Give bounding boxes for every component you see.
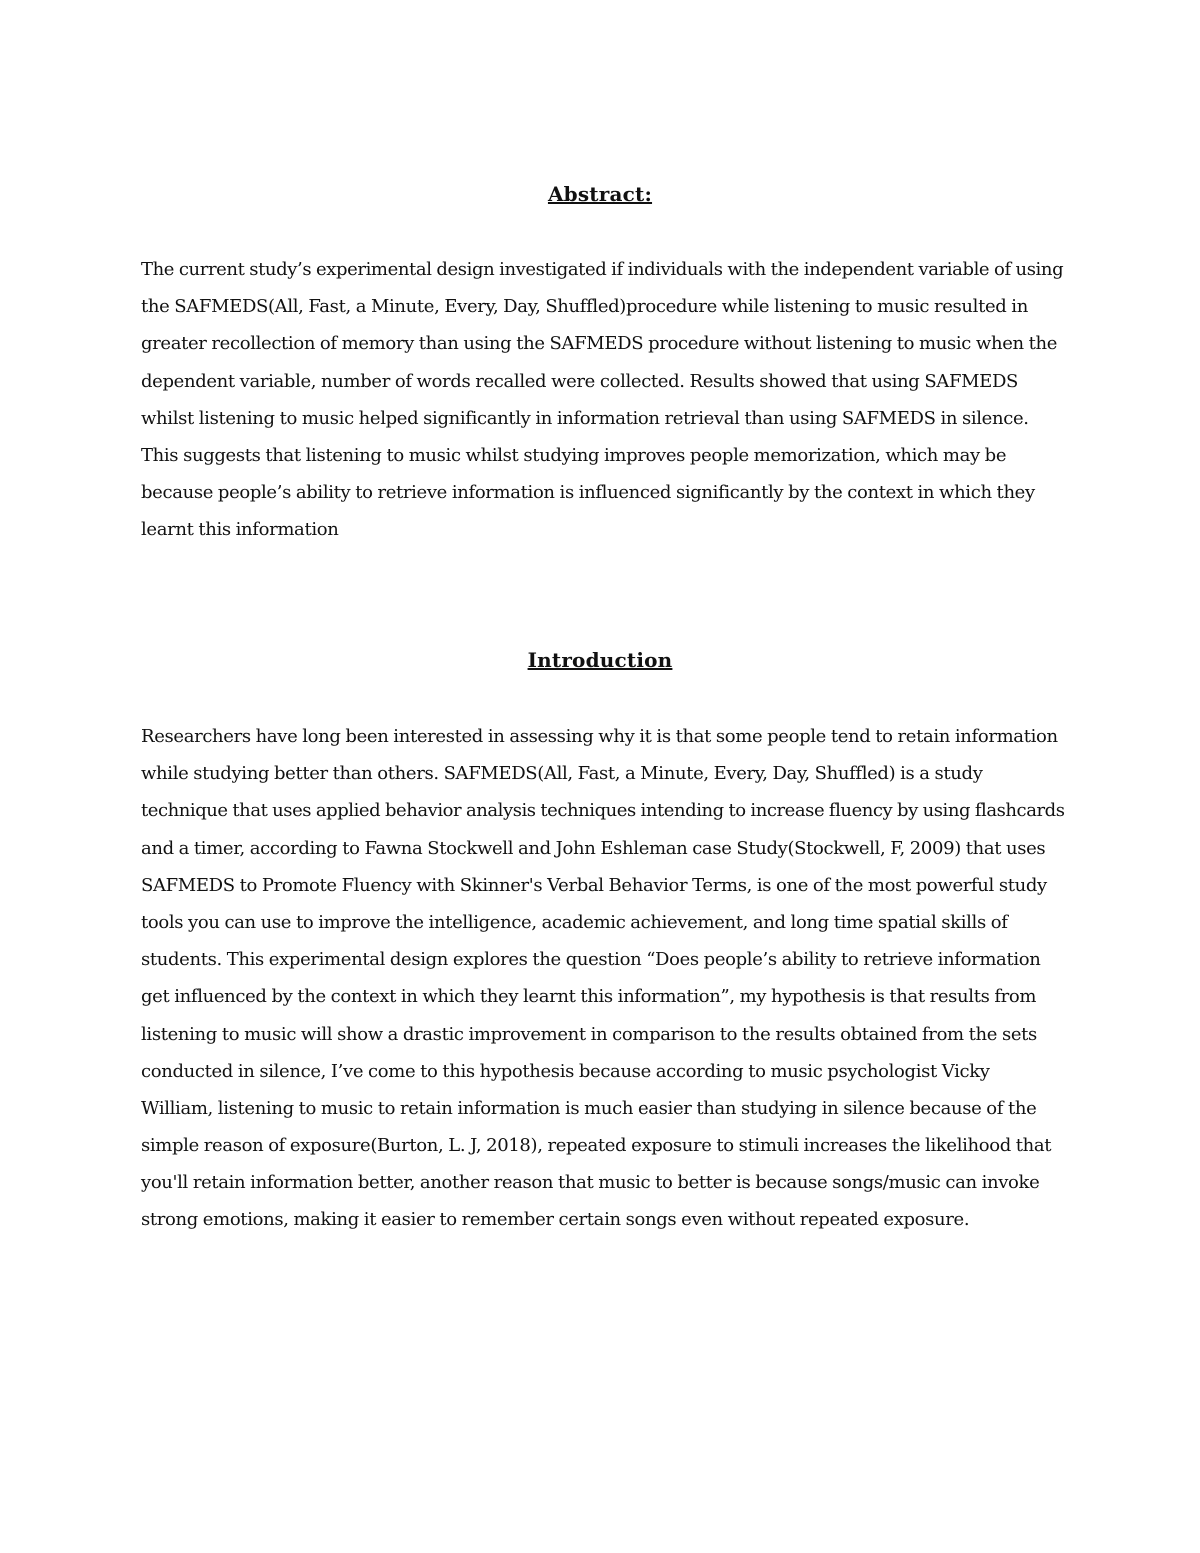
introduction-line: strong emotions, making it easier to remember certain songs even without repeated exposure.	[141, 1209, 970, 1231]
introduction-line: tools you can use to improve the intelligence, academic achievement, and long time spatial skills of	[141, 911, 1008, 933]
introduction-line: simple reason of exposure(Burton, L. J, 2018), repeated exposure to stimuli increases the likelihood that	[141, 1135, 1052, 1157]
introduction-line: conducted in silence, I’ve come to this hypothesis because according to music psychologist Vicky	[141, 1060, 990, 1082]
abstract-line: because people’s ability to retrieve information is influenced significantly by the context in which they	[141, 482, 1035, 504]
introduction-line: while studying better than others. SAFMEDS(All, Fast, a Minute, Every, Day, Shuffled) is a study	[141, 763, 983, 785]
abstract-line: dependent variable, number of words recalled were collected. Results showed that using SAFMEDS	[141, 370, 1019, 392]
introduction-line: listening to music will show a drastic improvement in comparison to the results obtained from the sets	[141, 1023, 1037, 1045]
abstract-line: greater recollection of memory than using the SAFMEDS procedure without listening to music when the	[141, 333, 1058, 355]
introduction-line: Researchers have long been interested in assessing why it is that some people tend to retain information	[141, 726, 1058, 747]
introduction-line: and a timer, according to Fawna Stockwell and John Eshleman case Study(Stockwell, F, 2009) that uses	[141, 837, 1046, 859]
introduction-paragraph	[141, 718, 1066, 1239]
introduction-line: students. This experimental design explores the question “Does people’s ability to retrieve information	[141, 949, 1041, 971]
abstract-line: The current study’s experimental design investigated if individuals with the independent variable of using	[141, 259, 1064, 280]
abstract-paragraph	[141, 251, 1066, 549]
abstract-line: whilst listening to music helped significantly in information retrieval than using SAFMEDS in silence.	[141, 407, 1029, 429]
abstract-line: learnt this information	[141, 519, 339, 541]
introduction-heading: Introduction	[527, 648, 673, 672]
abstract-line: the SAFMEDS(All, Fast, a Minute, Every, Day, Shuffled)procedure while listening to music resulted in	[141, 296, 1028, 318]
abstract-line: This suggests that listening to music whilst studying improves people memorization, which may be	[141, 444, 1007, 466]
introduction-line: get influenced by the context in which they learnt this information”, my hypothesis is that results from	[141, 986, 1037, 1008]
introduction-line: technique that uses applied behavior analysis techniques intending to increase fluency by using flashcards	[141, 800, 1065, 822]
abstract-heading: Abstract:	[547, 182, 653, 206]
introduction-line: you'll retain information better, another reason that music to better is because songs/music can invoke	[141, 1172, 1040, 1194]
introduction-line: William, listening to music to retain information is much easier than studying in silence because of the	[141, 1097, 1037, 1119]
introduction-line: SAFMEDS to Promote Fluency with Skinner's Verbal Behavior Terms, is one of the most powerful study	[141, 874, 1047, 896]
